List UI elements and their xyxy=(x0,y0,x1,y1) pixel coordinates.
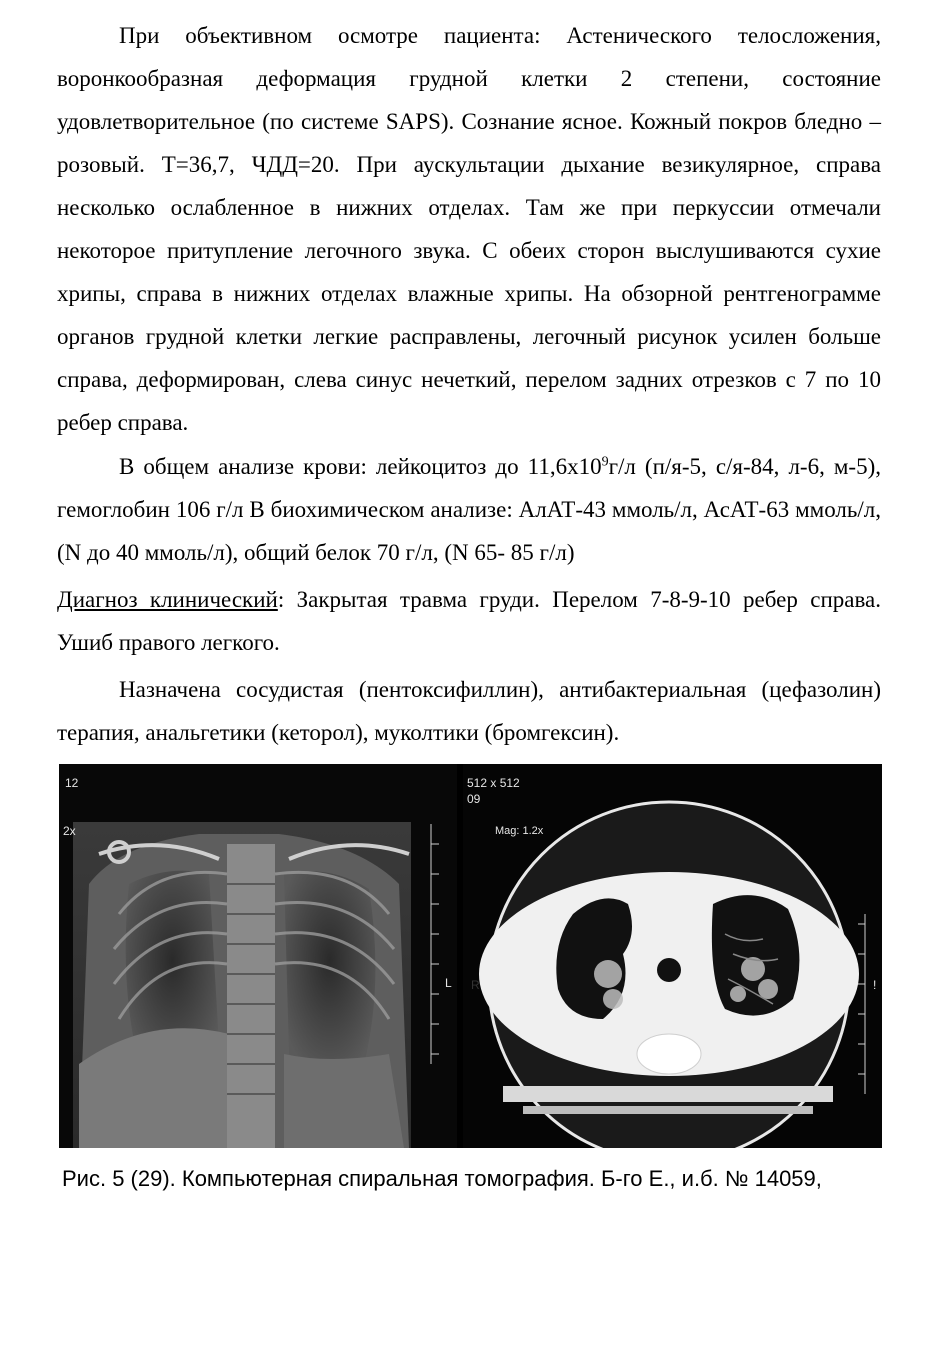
figure-caption: Рис. 5 (29). Компьютерная спиральная томография. Б-го Е., и.б. № 14059, xyxy=(62,1166,822,1191)
ct-side-marker-right: ! xyxy=(873,978,877,992)
ct-side-marker-left: R xyxy=(471,978,480,992)
ct-scan-drawing xyxy=(463,764,882,1148)
xray-side-marker: L xyxy=(445,976,452,990)
blood-test-text-start: В общем анализе крови: лейкоцитоз до 11,6х10 xyxy=(119,454,602,479)
blood-test-text-end: г/л (п/я-5, с/я-84, л-6, м-5), гемоглобин 106 г/л В биохимическом анализе: АлАТ-43 ммоль/л, АсАТ-63 ммоль/л, (N до 40 ммоль/л), общий белок 70 г/л, (N 65- 85 г/л) xyxy=(57,454,881,565)
ct-scan-image xyxy=(463,764,882,1148)
paragraph-diagnosis xyxy=(57,578,881,664)
diagnosis-label: Диагноз клинический xyxy=(57,587,278,612)
ct-magnification-label: Mag: 1.2x xyxy=(495,825,544,837)
paragraph-examination: При объективном осмотре пациента: Астенического телосложения, воронкообразная деформация грудной клетки 2 степени, состояние удовлетворительное (по системе SAPS). Сознание ясное. Кожный покров бледно – розовый. Т=36,7, ЧДД=20. При аускультации дыхание везикулярное, справа несколько ослабленное в нижних отделах. Там же при перкуссии отмечали некоторое притупление легочного звука. С обеих сторон выслушиваются сухие хрипы, справа в нижних отделах влажные хрипы. На обзорной рентгенограмме органов грудной клетки легкие расправлены, легочный рисунок усилен больше справа, деформирован, слева синус нечеткий, перелом задних отрезков с 7 по 10 ребер справа. xyxy=(57,23,881,435)
paragraph-treatment: Назначена сосудистая (пентоксифиллин), антибактериальная (цефазолин) терапия, анальгетики (кеторол), муколтики (бромгексин). xyxy=(57,677,881,745)
figure-images xyxy=(59,764,882,1148)
paragraph-blood-tests xyxy=(57,445,881,574)
chest-xray-image xyxy=(59,764,457,1148)
xray-zoom-label: 2x xyxy=(63,824,76,838)
ct-matrix-label: 512 x 512 xyxy=(467,776,520,790)
exponent: 9 xyxy=(601,454,609,470)
chest-xray-drawing xyxy=(59,764,457,1148)
xray-series-label: 12 xyxy=(65,776,79,790)
diagnosis-text: : Закрытая травма груди. Перелом 7-8-9-10 ребер справа. Ушиб правого легкого. xyxy=(57,587,881,655)
ct-slice-label: 09 xyxy=(467,792,481,806)
